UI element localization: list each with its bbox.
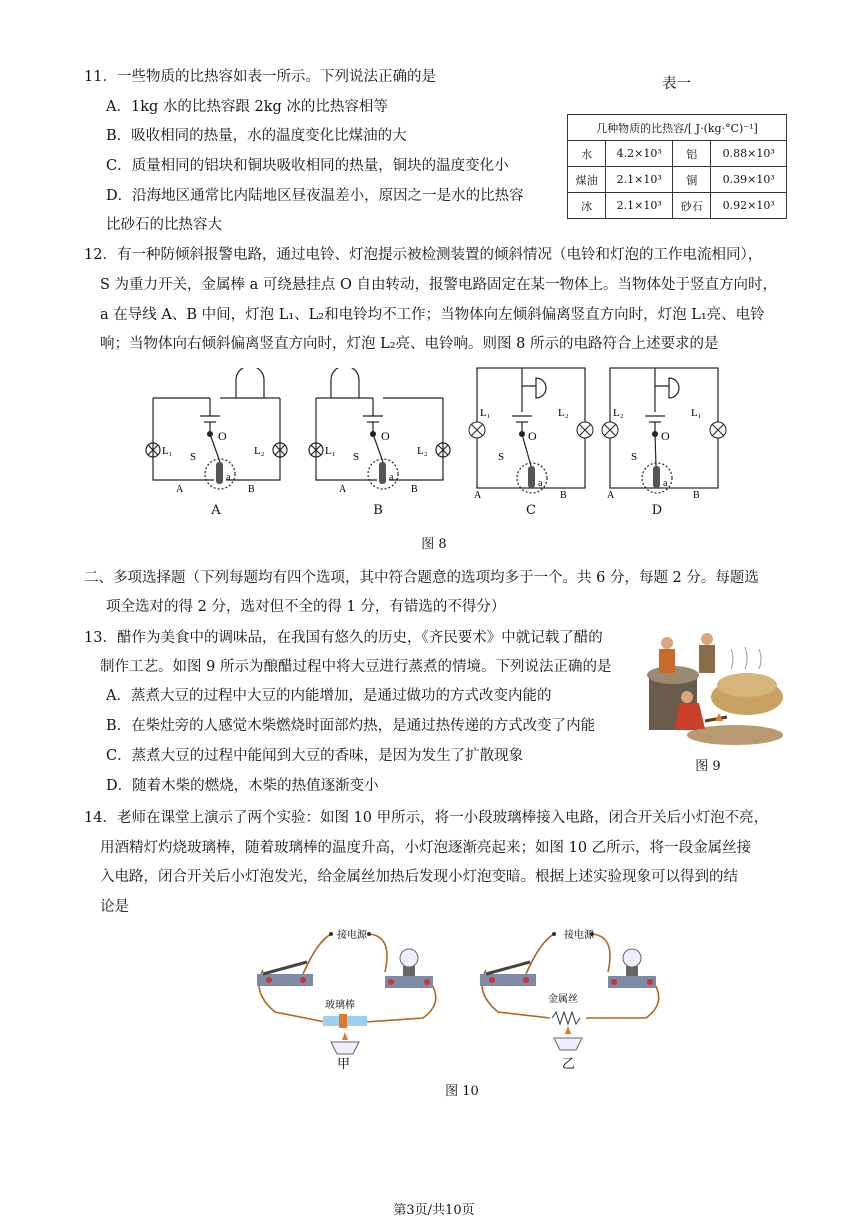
figure-10-right [468,922,688,1072]
wire-a-label: A [339,484,347,495]
rod-label: a [538,478,543,489]
figure-10-left [245,922,465,1072]
metal-wire-label: 金属丝 [548,994,578,1005]
q12-line-2: S 为重力开关，金属棒 a 可绕悬挂点 O 自由转动，报警电路固定在某一物体上。当物体处于竖直方向时， [100,277,778,293]
lamp1-label: L₁ [325,445,336,457]
q14-line-1: 14．老师在课堂上演示了两个实验：如图 10 甲所示，将一小段玻璃棒接入电路，闭合开关后小灯泡不亮， [84,810,769,826]
page-footer: 第3页/共10页 [393,1203,475,1218]
q12-line-3: a 在导线 A、B 中间，灯泡 L₁、L₂和电铃均不工作；当物体向左倾斜偏离竖直方向时，灯泡 L₁亮、电铃 [100,307,765,323]
figure-10-left-name: 甲 [337,1056,351,1071]
table-cell: 铜 [673,167,711,193]
circuit-c [464,364,599,504]
wire-a-label: A [176,484,184,495]
power-label: 接电源 [564,930,594,941]
section-2-heading: 二、多项选择题（下列每题均有四个选项，其中符合题意的选项均多于一个。共 6 分，每题 2 分。每题选 [84,570,759,586]
rod-label: a [663,478,668,489]
q14-line-4: 论是 [100,899,129,915]
q11-option-d: D．沿海地区通常比内陆地区昼夜温差小，原因之一是水的比热容 [106,188,524,204]
glass-rod-label: 玻璃棒 [325,1000,355,1011]
table-row [568,193,787,219]
table-cell: 4.2×10³ [606,141,673,167]
q11-stem: 11．一些物质的比热容如表一所示。下列说法正确的是 [84,69,436,85]
q13-line-2: 制作工艺。如图 9 所示为酿醋过程中将大豆进行蒸煮的情境。下列说法正确的是 [100,659,612,675]
circuit-b [303,368,468,498]
wire-b-label: B [411,484,418,495]
table-cell: 0.88×10³ [711,141,787,167]
q14-line-3: 入电路，闭合开关后小灯泡发光，给金属丝加热后发现小灯泡变暗。根据上述实验现象可以得到的结 [100,869,738,885]
table-cell: 煤油 [568,167,606,193]
q11-option-d-cont: 比砂石的比热容大 [106,217,222,233]
table-cell: 冰 [568,193,606,219]
circuit-d [597,364,732,504]
rod-label: a [389,472,394,483]
switch-label: S [631,451,638,463]
q13-option-d: D．随着木柴的燃烧，木柴的热值逐渐变小 [106,778,379,794]
circuit-a-label: A [211,503,221,518]
lamp2-label: L₂ [613,407,624,419]
q13-option-a: A．蒸煮大豆的过程中大豆的内能增加，是通过做功的方式改变内能的 [106,688,552,704]
switch-label: S [190,451,197,463]
figure-8-caption: 图 8 [421,537,447,552]
figure-10-right-name: 乙 [562,1056,576,1071]
circuit-a [140,368,305,498]
q11-option-c: C．质量相同的铝块和铜块吸收相同的热量，铜块的温度变化小 [106,158,509,174]
q12-line-4: 响；当物体向右倾斜偏离竖直方向时，灯泡 L₂亮、电铃响。则图 8 所示的电路符合上述要求的是 [100,336,719,352]
table-row [568,141,787,167]
q13-option-c: C．蒸煮大豆的过程中能闻到大豆的香味，是因为发生了扩散现象 [106,748,524,764]
circuit-c-label: C [526,503,536,518]
pivot-label: O [528,429,537,443]
lamp1-label: L₁ [480,407,491,419]
q11-option-a: A．1kg 水的比热容跟 2kg 冰的比热容相等 [106,99,388,115]
wire-a-label: A [607,490,615,501]
section-2-note: 项全选对的得 2 分，选对但不全的得 1 分，有错选的不得分） [106,599,506,615]
lamp2-label: L₂ [254,445,265,457]
table-caption: 表一 [662,76,691,92]
wire-a-label: A [474,490,482,501]
power-label: 接电源 [337,930,367,941]
q11-option-b: B．吸收相同的热量，水的温度变化比煤油的大 [106,128,407,144]
table-cell: 铝 [673,141,711,167]
pivot-label: O [381,429,390,443]
circuit-b-label: B [373,503,383,518]
lamp2-label: L₂ [558,407,569,419]
rod-label: a [226,472,231,483]
pivot-label: O [661,429,670,443]
table-cell: 2.1×10³ [606,193,673,219]
table-cell: 2.1×10³ [606,167,673,193]
wire-b-label: B [693,490,700,501]
table-header: 几种物质的比热容/[ J·(kg·°C)⁻¹] [568,115,787,141]
table-cell: 水 [568,141,606,167]
figure-9-caption: 图 9 [695,759,721,774]
q13-line-1: 13．醋作为美食中的调味品，在我国有悠久的历史，《齐民要术》中就记载了醋的 [84,630,603,646]
specific-heat-table [567,114,787,219]
figure-10-caption: 图 10 [445,1084,479,1099]
figure-9-steaming-illustration [645,625,785,750]
table-cell: 砂石 [673,193,711,219]
switch-label: S [353,451,360,463]
q12-line-1: 12．有一种防倾斜报警电路，通过电铃、灯泡提示被检测装置的倾斜情况（电铃和灯泡的工作电流相同）， [84,247,763,263]
circuit-d-label: D [651,503,663,518]
lamp1-label: L₁ [691,407,702,419]
q14-line-2: 用酒精灯灼烧玻璃棒，随着玻璃棒的温度升高，小灯泡逐渐亮起来；如图 10 乙所示，将一段金属丝接 [100,840,752,856]
table-row [568,167,787,193]
lamp2-label: L₂ [417,445,428,457]
q13-option-b: B．在柴灶旁的人感觉木柴燃烧时面部灼热，是通过热传递的方式改变了内能 [106,718,596,734]
wire-b-label: B [560,490,567,501]
pivot-label: O [218,429,227,443]
table-cell: 0.39×10³ [711,167,787,193]
switch-label: S [498,451,505,463]
wire-b-label: B [248,484,255,495]
lamp1-label: L₁ [162,445,173,457]
table-cell: 0.92×10³ [711,193,787,219]
